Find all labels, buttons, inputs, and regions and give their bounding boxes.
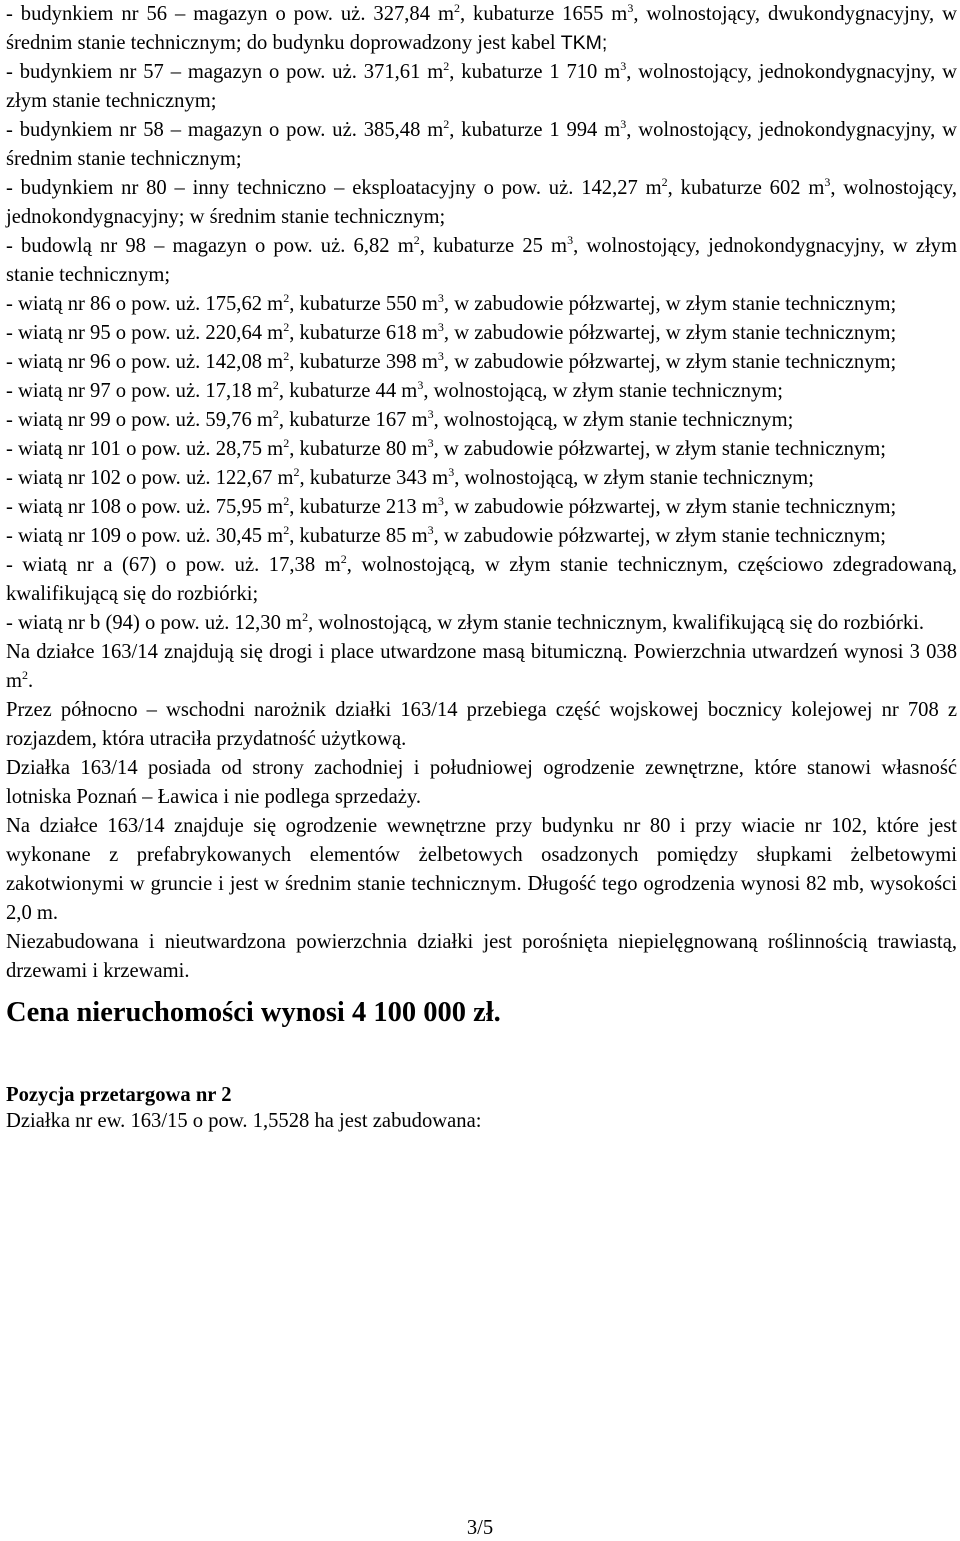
section-lead: Działka nr ew. 163/15 o pow. 1,5528 ha jest zabudowana: — [6, 1110, 482, 1132]
paragraph-rail: Przez północno – wschodni narożnik działki 163/14 przebiega część wojskowej bocznicy kolejowej nr 708 z rozjazdem, która utraciła przydatność użytkową. — [6, 699, 957, 750]
paragraph-fence-internal: Na działce 163/14 znajduje się ogrodzenie wewnętrzne przy budynku nr 80 i przy wiacie nr 102, które jest wykonane z prefabrykowanych elementów żelbetowych osadzonych pomiędzy słupkami żelbetowymi zakotwionymi w gruncie i jest w średnim stanie technicznym. Długość tego ogrodzenia wynosi 82 mb, wysokości 2,0 m. — [6, 815, 957, 924]
price-heading: Cena nieruchomości wynosi 4 100 000 zł. — [6, 997, 501, 1028]
list-item: - budynkiem nr 58 – magazyn o pow. uż. 385,48 $m^2$, kubaturze 1 994 $m^3$, wolnostojący, jednokondygnacyjny, w średnim stanie technicznym; — [6, 117, 957, 170]
list-item: - budynkiem nr 80 – inny techniczno – eksploatacyjny o pow. uż. 142,27 $m^2$, kubaturze 602 $m^3$, wolnostojący, jednokondygnacyjny; w średnim stanie technicznym; — [6, 175, 957, 228]
list-item-b: - wiatą nr b (94) o pow. uż. 12,30 $m^2$, wolnostojącą, w złym stanie technicznym, kwalifikującą się do rozbiórki. — [6, 610, 924, 634]
paragraph-roads: Na działce 163/14 znajdują się drogi i place utwardzone masą bitumiczną. Powierzchnia utwardzeń wynosi 3 038 $m^2$. — [6, 641, 957, 692]
list-item: - wiatą nr 109 o pow. uż. 30,45 $m^2$, kubaturze 85 $m^3$, w zabudowie półzwartej, w złym stanie technicznym; — [6, 523, 886, 547]
list-item: - budynkiem nr 57 – magazyn o pow. uż. 371,61 $m^2$, kubaturze 1 710 $m^3$, wolnostojący, jednokondygnacyjny, w złym stanie technicznym; — [6, 59, 957, 112]
list-item: - wiatą nr 108 o pow. uż. 75,95 $m^2$, kubaturze 213 $m^3$, w zabudowie półzwartej, w złym stanie technicznym; — [6, 494, 897, 518]
section-title: Pozycja przetargowa nr 2 — [6, 1084, 232, 1106]
page-number: 3/5 — [466, 1517, 494, 1539]
list-item: - wiatą nr 97 o pow. uż. 17,18 $m^2$, kubaturze 44 $m^3$, wolnostojącą, w złym stanie technicznym; — [6, 378, 784, 402]
list-item-a: - wiatą nr a (67) o pow. uż. 17,38 $m^2$, wolnostojącą, w złym stanie technicznym, częściowo zdegradowaną, kwalifikującą się do rozbiórki; — [6, 552, 957, 605]
list-item: - wiatą nr 86 o pow. uż. 175,62 $m^2$, kubaturze 550 $m^3$, w zabudowie półzwartej, w złym stanie technicznym; — [6, 291, 897, 315]
document-page — [6, 0, 957, 1134]
list-item: - wiatą nr 96 o pow. uż. 142,08 $m^2$, kubaturze 398 $m^3$, w zabudowie półzwartej, w złym stanie technicznym; — [6, 349, 897, 373]
list-item: - wiatą nr 102 o pow. uż. 122,67 $m^2$, kubaturze 343 $m^3$, wolnostojącą, w złym stanie technicznym; — [6, 465, 814, 489]
list-item: - wiatą nr 101 o pow. uż. 28,75 $m^2$, kubaturze 80 $m^3$, w zabudowie półzwartej, w złym stanie technicznym; — [6, 436, 886, 460]
list-item: - wiatą nr 95 o pow. uż. 220,64 $m^2$, kubaturze 618 $m^3$, w zabudowie półzwartej, w złym stanie technicznym; — [6, 320, 897, 344]
list-item: - wiatą nr 99 o pow. uż. 59,76 $m^2$, kubaturze 167 $m^3$, wolnostojącą, w złym stanie technicznym; — [6, 407, 794, 431]
building-list — [6, 0, 957, 551]
list-item: - budynkiem nr 56 – magazyn o pow. uż. 327,84 $m^2$, kubaturze 1655 $m^3$, wolnostojący, dwukondygnacyjny, w średnim stanie technicznym; do budynku doprowadzony jest kabel TKM; — [6, 1, 957, 54]
list-item: - budowlą nr 98 – magazyn o pow. uż. 6,82 $m^2$, kubaturze 25 $m^3$, wolnostojący, jednokondygnacyjny, w złym stanie technicznym; — [6, 233, 957, 286]
paragraph-fence-external: Działka 163/14 posiada od strony zachodniej i południowej ogrodzenie zewnętrzne, które stanowi własność lotniska Poznań – Ławica i nie podlega sprzedaży. — [6, 757, 957, 808]
paragraph-vegetation: Niezabudowana i nieutwardzona powierzchnia działki jest porośnięta niepielęgnowaną roślinnością trawiastą, drzewami i krzewami. — [6, 931, 957, 982]
